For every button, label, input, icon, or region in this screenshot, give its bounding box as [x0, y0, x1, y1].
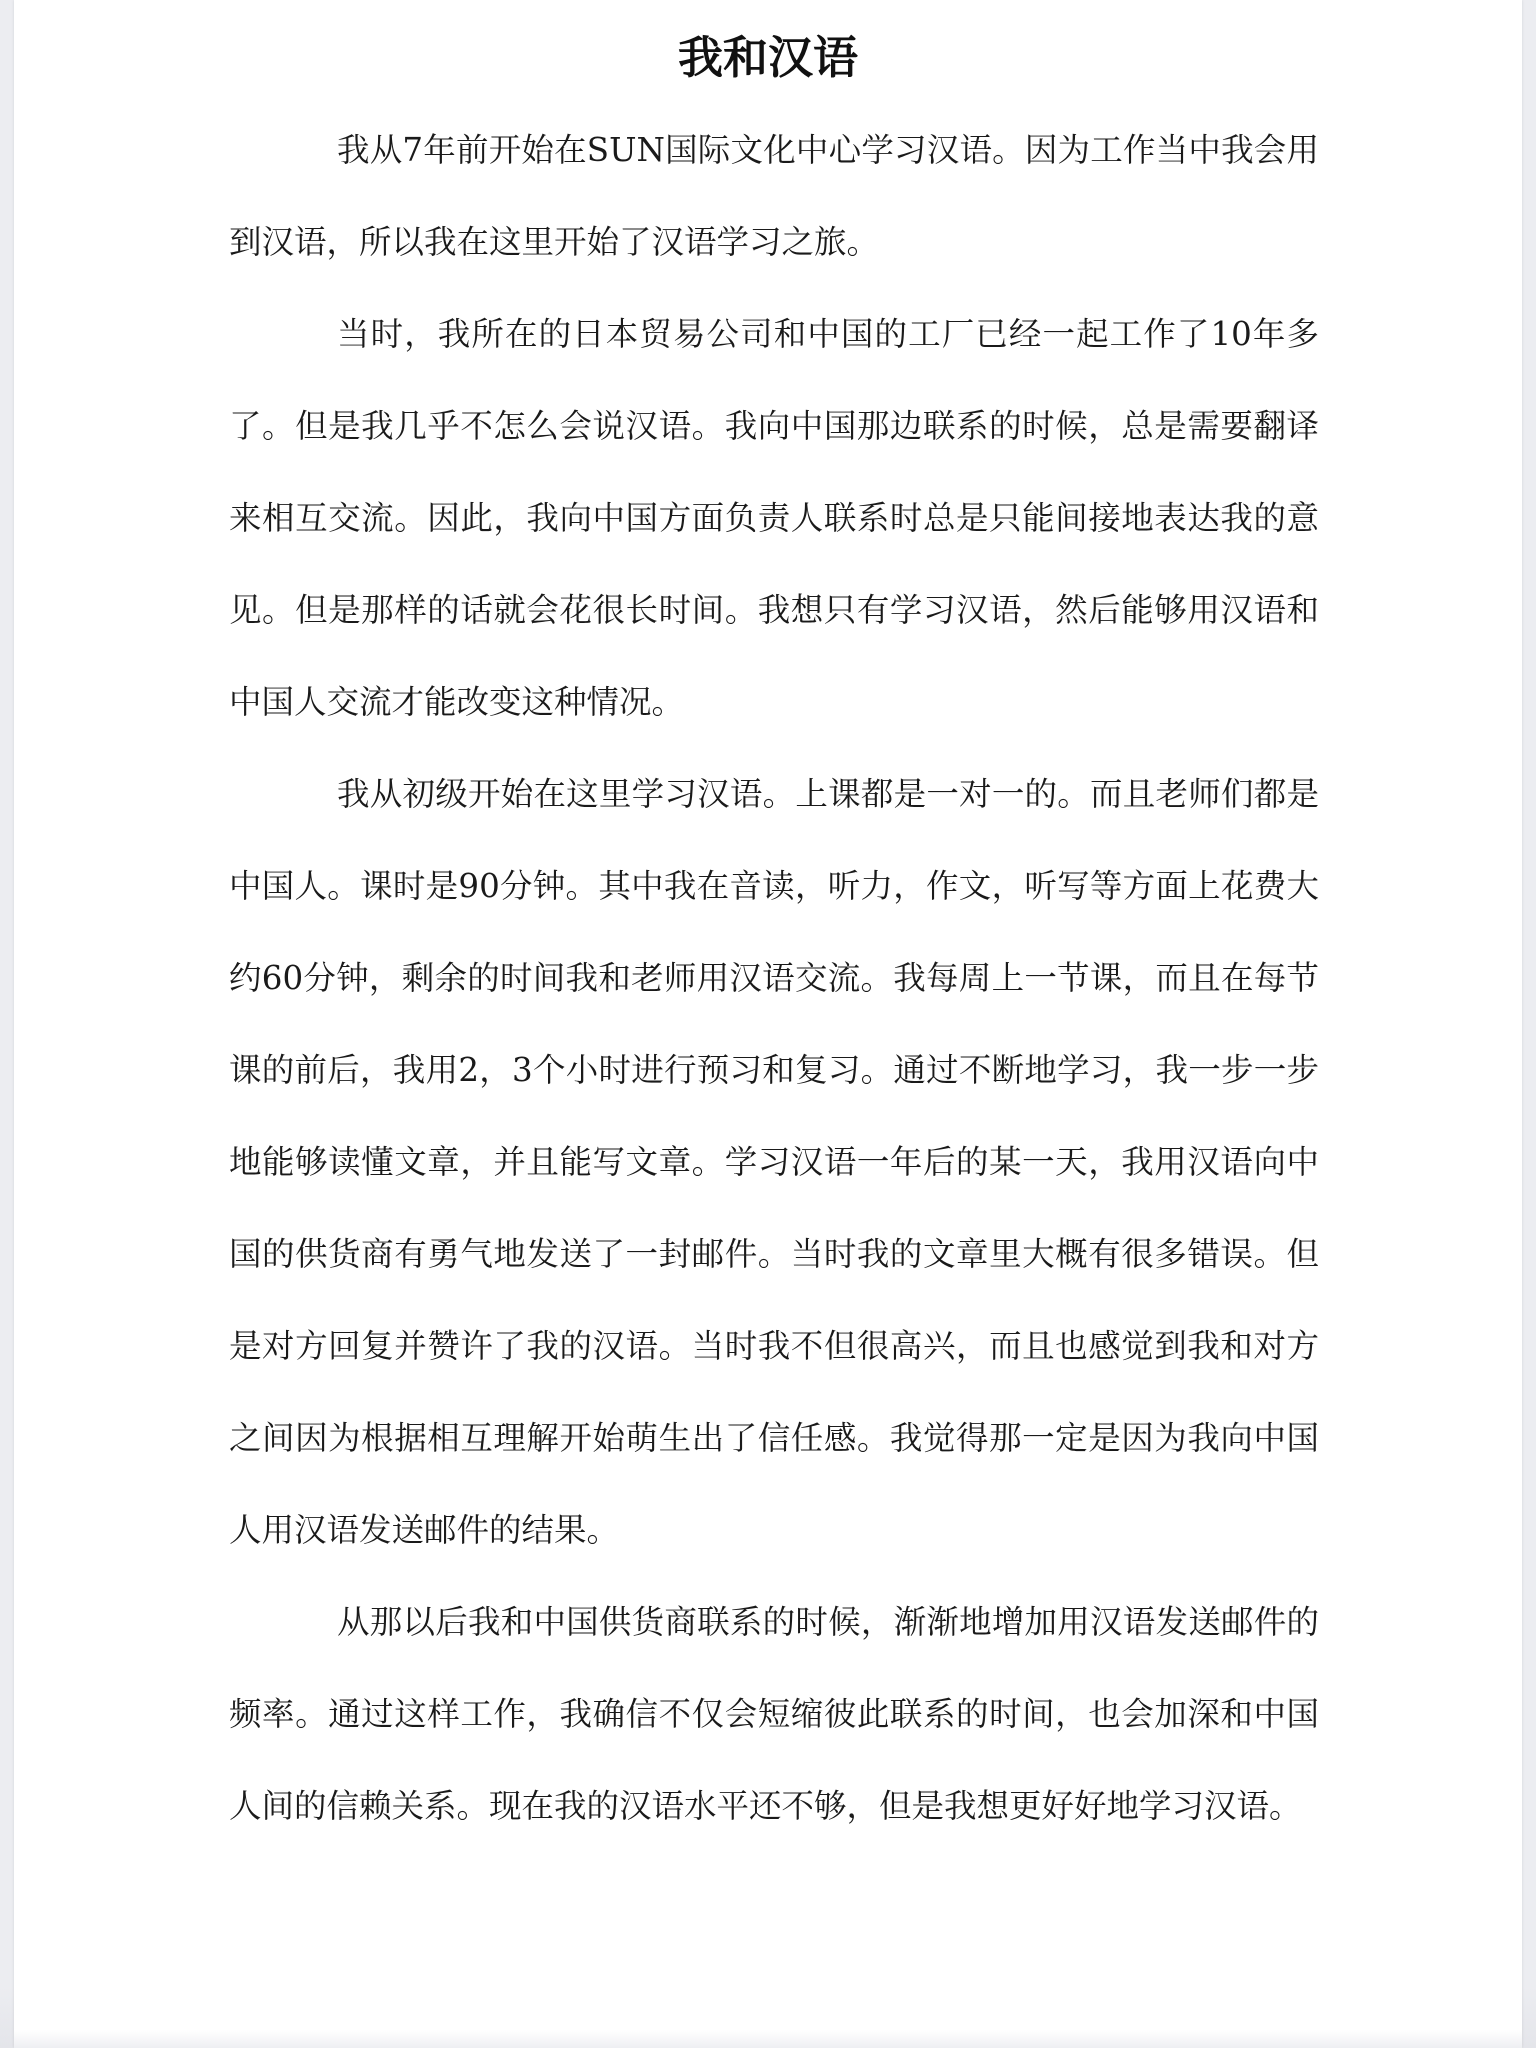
page-bottom-shadow — [14, 2030, 1522, 2048]
document-title: 我和汉语 — [677, 31, 858, 84]
paragraph-1: 我从7年前开始在SUN国际文化中心学习汉语。因为工作当中我会用到汉语，所以我在这里开始了汉语学习之旅。 — [229, 131, 1319, 261]
document-body — [229, 104, 1319, 1852]
paragraph-2: 当时，我所在的日本贸易公司和中国的工厂已经一起工作了10年多了。但是我几乎不怎么会说汉语。我向中国那边联系的时候，总是需要翻译来相互交流。因此，我向中国方面负责人联系时总是只能间接地表达我的意见。但是那样的话就会花很长时间。我想只有学习汉语，然后能够用汉语和中国人交流才能改变这种情况。 — [229, 315, 1319, 721]
paragraph-4: 从那以后我和中国供货商联系的时候，渐渐地增加用汉语发送邮件的频率。通过这样工作，我确信不仅会短缩彼此联系的时间，也会加深和中国人间的信赖关系。现在我的汉语水平还不够，但是我想更好好地学习汉语。 — [229, 1603, 1319, 1825]
paragraph-3: 我从初级开始在这里学习汉语。上课都是一对一的。而且老师们都是中国人。课时是90分钟。其中我在音读，听力，作文，听写等方面上花费大约60分钟，剩余的时间我和老师用汉语交流。我每周上一节课，而且在每节课的前后，我用2，3个小时进行预习和复习。通过不断地学习，我一步一步地能够读懂文章，并且能写文章。学习汉语一年后的某一天，我用汉语向中国的供货商有勇气地发送了一封邮件。当时我的文章里大概有很多错误。但是对方回复并赞许了我的汉语。当时我不但很高兴，而且也感觉到我和对方之间因为根据相互理解开始萌生出了信任感。我觉得那一定是因为我向中国人用汉语发送邮件的结果。 — [229, 775, 1319, 1549]
document-page — [14, 0, 1522, 2048]
